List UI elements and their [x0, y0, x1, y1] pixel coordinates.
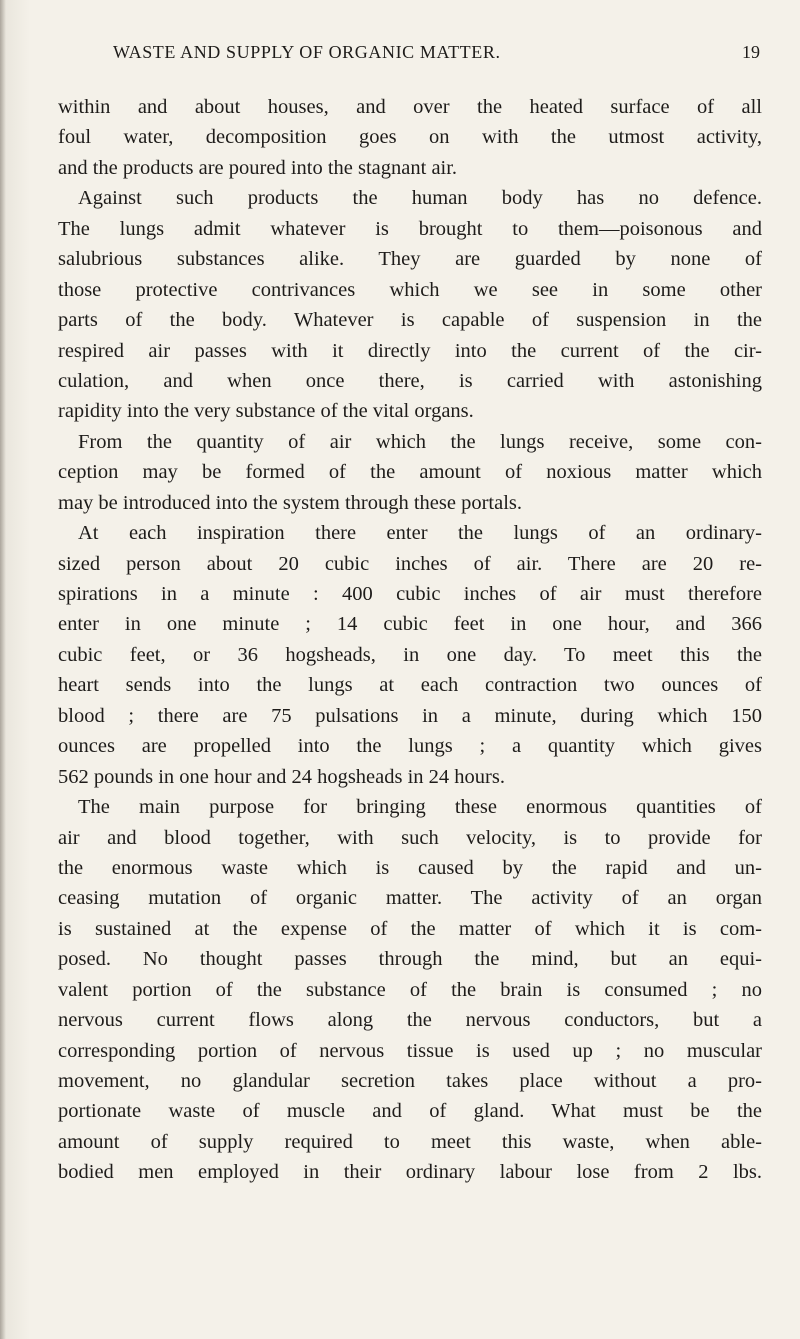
text-line: 562 pounds in one hour and 24 hogsheads in 24 hours. — [58, 765, 505, 788]
page-binding-shadow — [0, 0, 6, 1339]
text-line: heart sends into the lungs at each contraction two ounces of — [58, 674, 762, 697]
text-line: spirations in a minute : 400 cubic inches of air must therefore — [58, 583, 762, 605]
text-line: Against such products the human body has no defence. — [78, 187, 762, 210]
text-line: parts of the body. Whatever is capable of suspension in the — [58, 309, 762, 332]
text-line: the enormous waste which is caused by the rapid and un- — [58, 856, 762, 879]
text-line: air and blood together, with such velocity, is to provide for — [58, 826, 762, 849]
text-line: foul water, decomposition goes on with the utmost activity, — [58, 126, 762, 149]
text-line: salubrious substances alike. They are guarded by none of — [58, 248, 762, 271]
text-line: cubic feet, or 36 hogsheads, in one day. To meet this the — [58, 643, 762, 666]
text-line: posed. No thought passes through the mind, but an equi- — [58, 948, 762, 971]
text-line: may be introduced into the system through these portals. — [58, 491, 523, 514]
text-line: within and about houses, and over the heated surface of all — [58, 96, 762, 118]
text-line: The main purpose for bringing these enormous quantities of — [78, 796, 762, 819]
text-line: amount of supply required to meet this waste, when able- — [58, 1130, 762, 1153]
body-text — [58, 92, 762, 1188]
page-number: 19 — [742, 42, 760, 62]
text-line: respired air passes with it directly into the current of the cir- — [58, 339, 762, 362]
text-line: nervous current flows along the nervous conductors, but a — [58, 1009, 762, 1032]
text-line: The lungs admit whatever is brought to them—poisonous and — [58, 217, 762, 240]
text-line: ceasing mutation of organic matter. The activity of an organ — [58, 887, 762, 910]
text-line: ounces are propelled into the lungs ; a quantity which gives — [58, 735, 762, 758]
text-line: enter in one minute ; 14 cubic feet in one hour, and 366 — [58, 613, 762, 636]
text-line: corresponding portion of nervous tissue is used up ; no muscular — [58, 1039, 762, 1062]
text-line: those protective contrivances which we see in some other — [58, 278, 762, 301]
running-title: WASTE AND SUPPLY OF ORGANIC MATTER. — [113, 42, 501, 62]
running-head — [58, 42, 760, 78]
text-line: sized person about 20 cubic inches of air. There are 20 re- — [58, 552, 762, 575]
text-line: blood ; there are 75 pulsations in a minute, during which 150 — [58, 704, 762, 727]
text-line: culation, and when once there, is carried with astonishing — [58, 369, 762, 392]
text-line: rapidity into the very substance of the vital organs. — [58, 400, 474, 423]
text-line: portionate waste of muscle and of gland. What must be the — [58, 1100, 762, 1123]
text-line: bodied men employed in their ordinary labour lose from 2 lbs. — [58, 1161, 762, 1184]
text-line: From the quantity of air which the lungs receive, some con- — [78, 430, 762, 453]
text-line: movement, no glandular secretion takes place without a pro- — [58, 1070, 762, 1092]
text-line: and the products are poured into the stagnant air. — [58, 156, 458, 179]
text-line: ception may be formed of the amount of noxious matter which — [58, 461, 762, 484]
text-line: is sustained at the expense of the matter of which it is com- — [58, 917, 762, 940]
text-line: valent portion of the substance of the brain is consumed ; no — [58, 978, 762, 1001]
text-line: At each inspiration there enter the lungs of an ordinary- — [78, 522, 762, 545]
